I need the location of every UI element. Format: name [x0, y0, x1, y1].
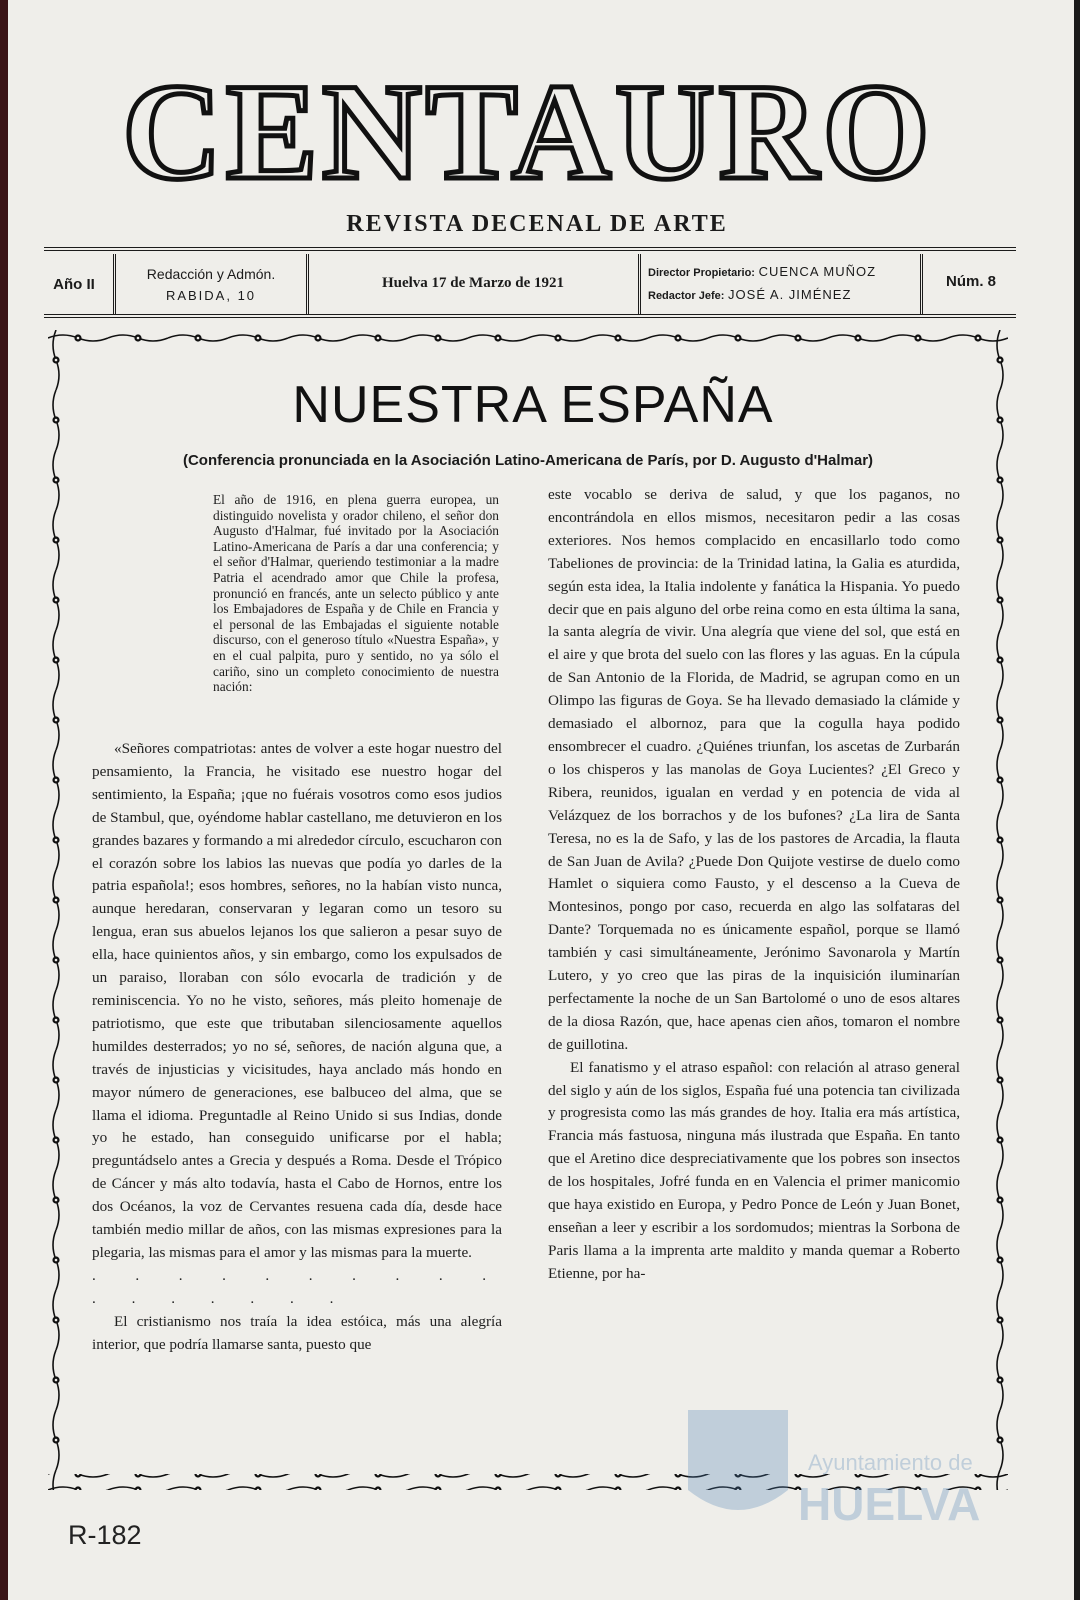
paragraph: este vocablo se deriva de salud, y que los paganos, no encontrándola en ellos mismos, necesitaron pedir a las cosas exteriores. Nos hemos complacido en encasillarlo todo como Tabeliones de provincia: de la Trinidad latina, la Galia es aturdida, según esta idea, la Italia indolente y fanática la Hispania. Yo puedo decir que en pais alguno del orbe reina como en esta última la sana, la santa alegría de vivir. Una alegría que viene del sol, que está en el aire y que brota del suelo con las flores y las aguas. En la cúpula de San Antonio de la Florida, de Madrid, se agrupan como en un Olimpo las figuras de Goya. Se ha llevado demasiado la clámide y demasiado el albornoz, para que la cogulla haya podido ensombrecer el cuadro. ¿Quiénes triunfan, los ascetas de Zurbarán o los chisperos y las manolas de Goya Lucientes? ¿El Greco y Ribera, reunidos, igualan en verdad y en potencia de vida al Velázquez de los borrachos y de los bufones? ¿La lira de Santa Teresa, no es la de Safo, y las de los pastores de Arcadia, la flauta de San Juan de Avila? ¿Puede Don Quijote vestirse de duelo como Hamlet o siquiera como Fausto, y el descenso a la Cueva de Montesinos, pongo por caso, recuerda en algo las solfataras del Dante? Torquemada no es únicamente español, porque se llamó también y casi simultáneamente, Jerónimo Savonarola y Martín Lutero, y yo creo que las piras de la inquisición iluminarían perfectamente la noche de un San Bartolomé o uno de esos altares de la diosa Razón, que, hace apenas cien años, tomaron el nombre de guillotina.: [548, 486, 960, 1053]
redaccion-label: Redacción y Admón.: [146, 266, 276, 282]
redaccion-address: RABIDA, 10: [165, 288, 257, 303]
issue-number: Núm. 8: [945, 273, 996, 290]
logo-text: CENTAURO: [122, 60, 934, 208]
director-name: CUENCA MUÑOZ: [758, 264, 877, 279]
page: [8, 0, 1074, 1600]
handwritten-reference: R-182: [68, 1520, 142, 1550]
article-intro: El año de 1916, en plena guerra europea, un distinguido novelista y orador chileno, el señor don Augusto d'Halmar, fué invitado por la Asociación Latino-Americana de París a dar una conferencia; y el señor d'Halmar, queriendo testimoniar a la madre Patria el acendrado amor que Chile la profesa, pronunció en francés, ante un selecto público y ante los Embajadores de España y de Chile en Francia y el personal de las Embajadas el siguiente notable discurso, con el generoso título «Nuestra España», y en el cual palpita, puro y sentido, no ya sólo el cariño, sino un completo conocimiento de nuestra nación:: [213, 492, 499, 695]
header-rule-top: [44, 247, 1016, 251]
redactor-name: JOSÉ A. JIMÉNEZ: [728, 287, 852, 302]
centauro-logo: [78, 60, 978, 210]
article-column-left: [92, 738, 502, 1356]
watermark-line1: Ayuntamiento de: [808, 1450, 973, 1475]
magazine-subtitle: REVISTA DECENAL DE ARTE: [346, 211, 728, 237]
watermark-line2: HUELVA: [798, 1478, 981, 1530]
issue-date: Huelva 17 de Marzo de 1921: [381, 275, 565, 291]
huelva-watermark: [668, 1380, 998, 1550]
issue-year: Año II: [53, 276, 95, 293]
header-divider: [638, 254, 641, 314]
ellipsis-separator: . . . . . . . . . . . . . . . . .: [92, 1266, 502, 1307]
redactor-label: Redactor Jefe:: [648, 290, 725, 302]
header-divider: [920, 254, 923, 314]
article-title: NUESTRA ESPAÑA: [292, 376, 774, 434]
paragraph: «Señores compatriotas: antes de volver a este hogar nuestro del pensamiento, la Francia, he visitado ese nuestro hogar del sentimiento, la España; ¡que no fuérais vosotros como esos judios de Stambul, que, oyéndome hablar castellano, me detuvieron en los grandes bazares y formando a mi alrededor círculo, escucharon con el corazón sobre los labios las nuevas que podía yo darles de la patria española!; esos hombres, señores, no la habían visto nunca, aunque heredaran, conservaran y legaran como un tesoro su lengua, eran sus abuelos lejanos los que salieron a pesar suyo de ella, hace quinientos años, y sin embargo, como los expulsados de un paraiso, lloraban con sólo evocarla de tradición y de reminiscencia. Yo no he visto, señores, más pleito homenaje de patriotismo, que este que tributaban silenciosamente aquellos humildes desterrados; yo no sé, señores, de nación alguna que, a través de injusticias y vicisitudes, haya anclado más hondo en mayor número de generaciones, ese balbuceo del alma, que se llama el idioma. Preguntadle al Reino Unido si sus Indias, donde yo he estado, han conseguido unificarse por el habla; preguntádselo antes a Grecia y después a Roma. Desde el Trópico de Cáncer y más alto todavía, hasta el Cabo de Hornos, entre los dos Océanos, la voz de Cervantes resuena cada día, desde hace también medio millar de años, con las mismas expresiones para la plegaria, las mismas para el amor y las mismas para la muerte.: [92, 740, 502, 1261]
article-column-right: [548, 484, 960, 1286]
paragraph: El cristianismo nos traía la idea estóica, más una alegría interior, que podría llamarse santa, puesto que: [92, 1312, 502, 1353]
header-divider: [306, 254, 309, 314]
header-divider: [113, 254, 116, 314]
article-subtitle: (Conferencia pronunciada en la Asociación Latino-Americana de París, por D. Augusto d'Halmar): [182, 452, 874, 469]
director-label: Director Propietario:: [648, 267, 755, 279]
paragraph: El fanatismo y el atraso español: con relación al atraso general del siglo y aún de los siglos, España fué una potencia tan civilizada y progresista como las más grandes de hoy. Italia era más artística, Francia más fastuosa, ninguna más ilustrada que España. En tanto que el Aretino dice despreciativamente que los pobres son insectos de los hospitales, Jofré funda en en Valencia el primer manicomio que haya existido en Europa, y Pedro Ponce de León y Juan Bonet, enseñan a leer y escribir a los sordomudos; mientras la Sorbona de Paris llama a la imprenta arte maldito y manda quemar a Roberto Etienne, por ha-: [548, 1058, 960, 1282]
